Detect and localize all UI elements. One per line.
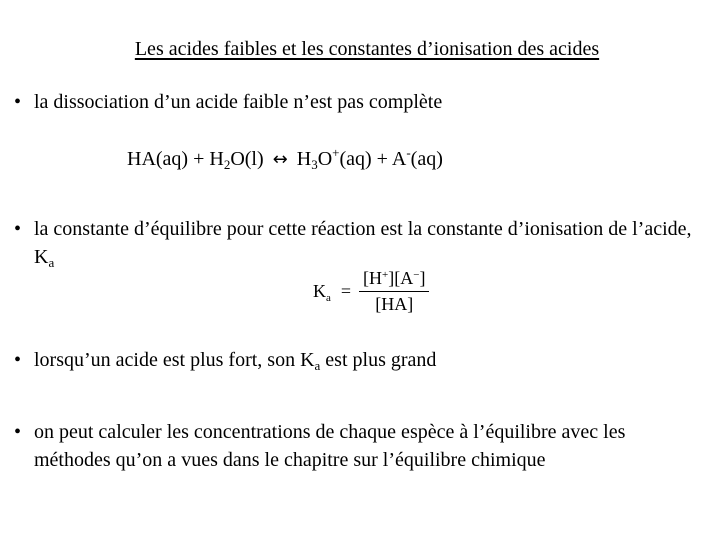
bullet-text: on peut calculer les concentrations de chaque espèce à l’équilibre avec les méthodes qu’on a vues dans le chapitre sur l’équilibre chimique <box>34 421 626 471</box>
fraction-numerator: [H+][A−] <box>359 268 429 292</box>
bullet-item-2 <box>14 215 704 271</box>
bullet-dot: • <box>14 349 22 371</box>
slide-title: Les acides faibles et les constantes d’ionisation des acides <box>134 38 600 60</box>
equilibrium-arrow-icon: ↔ <box>272 149 288 170</box>
equals-sign: = <box>340 281 352 301</box>
bullet-dot: • <box>14 421 22 443</box>
bullet-item-4 <box>14 418 704 474</box>
dissociation-equation: $HA(aq) + H_2O(l)$ ↔ $H_3O^+(aq) + A^-(aq)$ <box>127 145 443 172</box>
bullet-item-1 <box>14 88 704 116</box>
bullet-dot: • <box>14 91 22 113</box>
fraction-denominator: [HA] <box>375 294 414 314</box>
bullet-dot: • <box>14 218 22 240</box>
ka-fraction <box>359 268 429 315</box>
bullet-text: lorsqu’un acide est plus fort, son $K_a$ est plus grand <box>34 349 437 373</box>
ka-formula <box>313 268 429 315</box>
bullet-text: la constante d’équilibre pour cette réaction est la constante d’ionisation de l’acide, $K_a$ <box>34 218 692 270</box>
bullet-item-3 <box>14 346 704 374</box>
bullet-text: la dissociation d’un acide faible n’est pas complète <box>34 91 443 113</box>
ka-symbol: $K_a$ <box>313 281 331 304</box>
